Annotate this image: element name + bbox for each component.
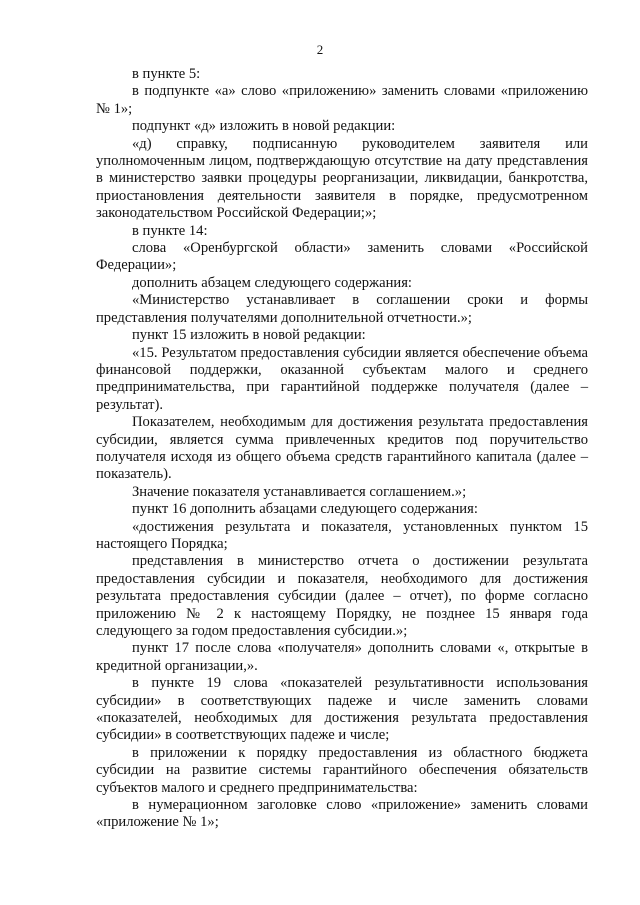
paragraph: в пункте 5:	[132, 66, 201, 82]
paragraph: дополнить абзацем следующего содержания:	[132, 274, 412, 291]
paragraph: в приложении к порядку предоставления из областного бюджета субсидии на развитие системы гарантийного обеспечения обязательств субъектов малого и среднего предпринимательства:	[96, 744, 588, 796]
paragraph: Показателем, необходимым для достижения результата предоставления субсидии, является сумма привлеченных кредитов под поручительство получателя исходя из общего объема средств гарантийного капитала (далее – показатель).	[96, 414, 588, 483]
paragraph: в пункте 14:	[132, 222, 208, 239]
page-number: 2	[316, 42, 324, 57]
paragraph: Значение показателя устанавливается соглашением.»;	[132, 483, 467, 500]
paragraph: в подпункте «а» слово «приложению» заменить словами «приложению № 1»;	[96, 83, 588, 117]
paragraph: в пункте 19 слова «показателей результативности использования субсидии» в соответствующих падеже и числе заменить словами «показателей, необходимых для достижения результата предоставления субсидии» в соответствующих падеже и числе;	[96, 675, 588, 744]
document-body	[96, 66, 588, 832]
paragraph: «15. Результатом предоставления субсидии является обеспечение объема финансовой поддержки, оказанной субъектам малого и среднего предпринимательства, при гарантийной поддержке получателя (далее – результат).	[96, 344, 588, 413]
paragraph: пункт 15 изложить в новой редакции:	[132, 327, 366, 344]
paragraph: «Министерство устанавливает в соглашении сроки и формы представления получателями дополнительной отчетности.»;	[96, 292, 588, 326]
paragraph: пункт 17 после слова «получателя» дополнить словами «, открытые в кредитной организации,».	[96, 640, 588, 674]
paragraph: в нумерационном заголовке слово «приложение» заменить словами «приложение № 1»;	[96, 797, 588, 831]
paragraph: слова «Оренбургской области» заменить словами «Российской Федерации»;	[96, 240, 588, 274]
paragraph: представления в министерство отчета о достижении результата предоставления субсидии и показателя, необходимого для достижения результата предоставления субсидии (далее – отчет), по форме согласно приложению № 2 к настоящему Порядку, не позднее 15 января года следующего за годом предоставления субсидии.»;	[96, 553, 588, 639]
paragraph: «д) справку, подписанную руководителем заявителя или уполномоченным лицом, подтверждающую отсутствие на дату представления в министерство заявки процедуры реорганизации, ликвидации, банкротства, приостановления деятельности заявителя в порядке, предусмотренном законодательством Российской Федерации;»;	[96, 135, 588, 222]
paragraph: «достижения результата и показателя, установленных пунктом 15 настоящего Порядка;	[96, 518, 588, 552]
paragraph: подпункт «д» изложить в новой редакции:	[132, 118, 396, 135]
paragraph: пункт 16 дополнить абзацами следующего содержания:	[132, 501, 478, 518]
